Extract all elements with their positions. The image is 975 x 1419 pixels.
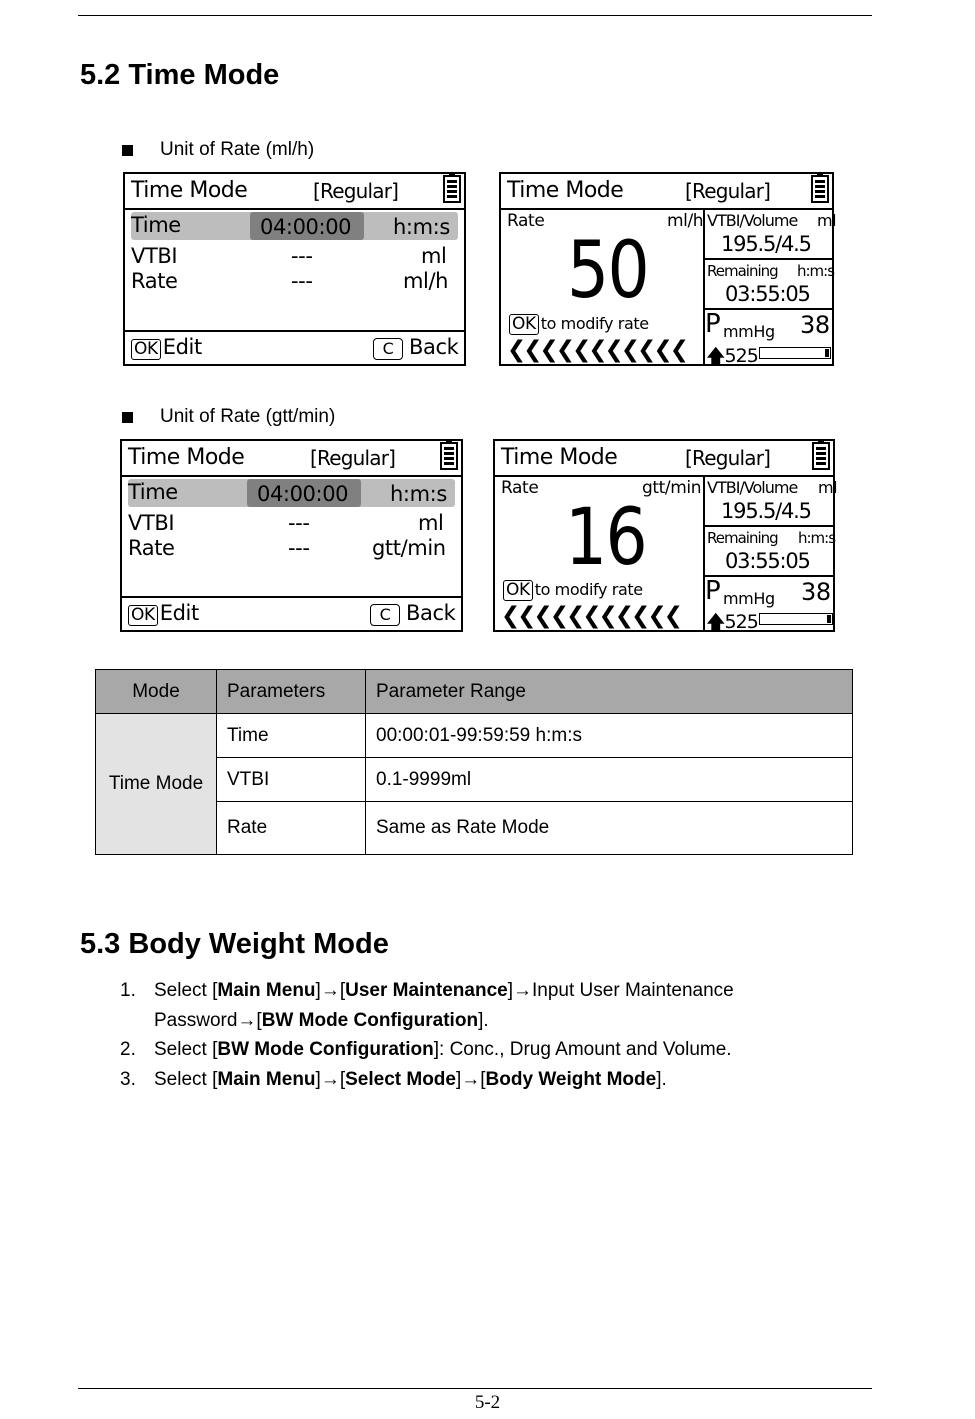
- screen-title: Time Mode: [507, 178, 624, 203]
- bottom-rule: [78, 1388, 872, 1389]
- vtbi-unit: ml: [817, 211, 837, 230]
- mode-label: [Regular]: [310, 446, 396, 470]
- divider-vertical: [703, 208, 705, 364]
- rate-unit: gtt/min: [642, 478, 702, 498]
- bullet-square-icon: [122, 145, 133, 156]
- time-unit: h:m:s: [393, 215, 450, 239]
- vtbi-value: 195.5/4.5: [721, 499, 811, 523]
- screen-header: [495, 441, 833, 477]
- range-cell: 00:00:01-99:59:59 h:m:s: [366, 714, 853, 758]
- rate-value: 50: [567, 226, 648, 316]
- table-row: [96, 714, 853, 758]
- bullet-text: Unit of Rate (ml/h): [160, 139, 315, 160]
- screen-title: Time Mode: [501, 445, 618, 470]
- time-label: Time: [128, 480, 178, 504]
- bullet-square-icon: [122, 412, 133, 423]
- mode-cell: Time Mode: [96, 714, 217, 855]
- remaining-label: Remaining: [707, 262, 778, 280]
- run-screen-gtt: [493, 439, 838, 633]
- rate-value: ---: [291, 269, 313, 293]
- time-value: 04:00:00: [260, 215, 352, 239]
- vtbi-unit: ml: [421, 244, 447, 268]
- back-softkey[interactable]: [370, 601, 455, 626]
- edit-screen-mlh: [123, 172, 466, 366]
- rate-unit: ml/h: [403, 269, 449, 293]
- pressure-bar: [759, 613, 833, 625]
- screen-footer: [125, 330, 464, 364]
- screen-title: Time Mode: [131, 178, 248, 203]
- rate-value: ---: [288, 536, 310, 560]
- vtbi-value: ---: [291, 244, 313, 268]
- ok-key-icon: OK: [131, 339, 161, 360]
- pressure-unit: mmHg: [723, 322, 775, 341]
- battery-icon: [812, 442, 830, 470]
- rate-unit: ml/h: [667, 211, 704, 231]
- battery-icon: [811, 175, 829, 203]
- arrow-up-icon: 🡅: [706, 611, 725, 633]
- section-heading-time-mode: 5.2 Time Mode: [80, 59, 280, 91]
- rate-label: Rate: [131, 269, 178, 293]
- edit-softkey[interactable]: [131, 335, 202, 360]
- remaining-label: Remaining: [707, 529, 778, 547]
- pressure-value: 38: [801, 578, 831, 606]
- pressure-value: 38: [800, 311, 830, 339]
- pressure-limit: 🡅525: [706, 611, 758, 633]
- remaining-unit: h:m:s: [798, 529, 836, 547]
- remaining-unit: h:m:s: [797, 262, 835, 280]
- screen-header: [122, 441, 461, 477]
- rate-label: Rate: [501, 478, 539, 498]
- divider-vtbi: [703, 525, 833, 527]
- run-screen-mlh: [499, 172, 837, 367]
- screen-title: Time Mode: [128, 445, 245, 470]
- bullet-rate-gtt: [122, 406, 335, 428]
- header-parameters: Parameters: [217, 670, 366, 714]
- battery-icon: [443, 175, 461, 203]
- battery-icon: [440, 442, 458, 470]
- edit-label: Edit: [162, 335, 202, 359]
- param-cell: Rate: [217, 802, 366, 855]
- vtbi-label: VTBI: [128, 511, 175, 535]
- time-value: 04:00:00: [257, 482, 349, 506]
- vtbi-unit: ml: [818, 478, 838, 497]
- edit-screen-gtt: [120, 439, 463, 632]
- mode-label: [Regular]: [313, 179, 399, 203]
- vtbi-label: VTBI/Volume: [707, 211, 798, 230]
- list-item: 1. Select [Main Menu]→[User Maintenance]→Input User Maintenance Password→[BW Mode Configuration].: [120, 980, 734, 1031]
- body-weight-steps: [120, 976, 734, 1094]
- back-key-icon: C: [373, 338, 403, 360]
- vtbi-label: VTBI: [131, 244, 178, 268]
- page-number: 5-2: [474, 1392, 501, 1413]
- edit-softkey[interactable]: [128, 601, 199, 626]
- edit-label: Edit: [159, 601, 199, 625]
- modify-rate-hint[interactable]: OK to modify rate: [503, 580, 643, 601]
- pressure-p: P: [705, 309, 721, 339]
- modify-rate-hint[interactable]: OK to modify rate: [509, 314, 649, 335]
- screen-header: [125, 174, 464, 210]
- top-rule: [78, 15, 872, 16]
- bullet-text: Unit of Rate (gtt/min): [160, 406, 336, 427]
- infusion-progress-chevrons: ❮❮❮❮❮❮❮❮❮❮❮: [501, 603, 680, 629]
- ok-key-icon: OK: [509, 314, 539, 335]
- time-label: Time: [131, 213, 181, 237]
- vtbi-value: ---: [288, 511, 310, 535]
- time-unit: h:m:s: [390, 482, 447, 506]
- ok-key-icon: OK: [503, 580, 533, 601]
- vtbi-label: VTBI/Volume: [707, 478, 798, 497]
- range-cell: Same as Rate Mode: [366, 802, 853, 855]
- header-mode: Mode: [96, 670, 217, 714]
- rate-unit: gtt/min: [372, 536, 446, 560]
- rate-value: 16: [565, 493, 646, 583]
- param-cell: Time: [217, 714, 366, 758]
- pressure-unit: mmHg: [723, 589, 775, 608]
- infusion-progress-chevrons: ❮❮❮❮❮❮❮❮❮❮❮: [507, 337, 686, 363]
- time-mode-parameter-table: [95, 669, 853, 855]
- table-header-row: [96, 670, 853, 714]
- back-label: Back: [409, 335, 459, 359]
- back-softkey[interactable]: [373, 335, 458, 360]
- arrow-up-icon: 🡅: [706, 345, 725, 367]
- screen-footer: [122, 596, 461, 630]
- pressure-limit: 🡅525: [706, 345, 758, 367]
- range-cell: 0.1-9999ml: [366, 758, 853, 802]
- header-parameter-range: Parameter Range: [366, 670, 853, 714]
- pressure-bar: [759, 347, 831, 359]
- param-cell: VTBI: [217, 758, 366, 802]
- vtbi-unit: ml: [418, 511, 444, 535]
- divider-vtbi: [703, 258, 832, 260]
- screen-header: [501, 174, 832, 210]
- back-label: Back: [406, 601, 456, 625]
- list-item: 2. Select [BW Mode Configuration]: Conc., Drug Amount and Volume.: [120, 1039, 732, 1060]
- section-heading-body-weight-mode: 5.3 Body Weight Mode: [80, 928, 389, 960]
- mode-label: [Regular]: [685, 179, 771, 203]
- list-item: 3. Select [Main Menu]→[Select Mode]→[Body Weight Mode].: [120, 1068, 667, 1090]
- rate-label: Rate: [128, 536, 175, 560]
- bullet-rate-mlh: [122, 139, 314, 161]
- rate-label: Rate: [507, 211, 545, 231]
- remaining-value: 03:55:05: [725, 282, 810, 306]
- vtbi-value: 195.5/4.5: [721, 232, 811, 256]
- remaining-value: 03:55:05: [725, 549, 810, 573]
- back-key-icon: C: [370, 604, 400, 626]
- pressure-p: P: [705, 576, 721, 606]
- divider-vertical: [703, 475, 705, 630]
- ok-key-icon: OK: [128, 605, 158, 626]
- divider-remaining: [703, 308, 832, 310]
- mode-label: [Regular]: [685, 446, 771, 470]
- divider-remaining: [703, 575, 833, 577]
